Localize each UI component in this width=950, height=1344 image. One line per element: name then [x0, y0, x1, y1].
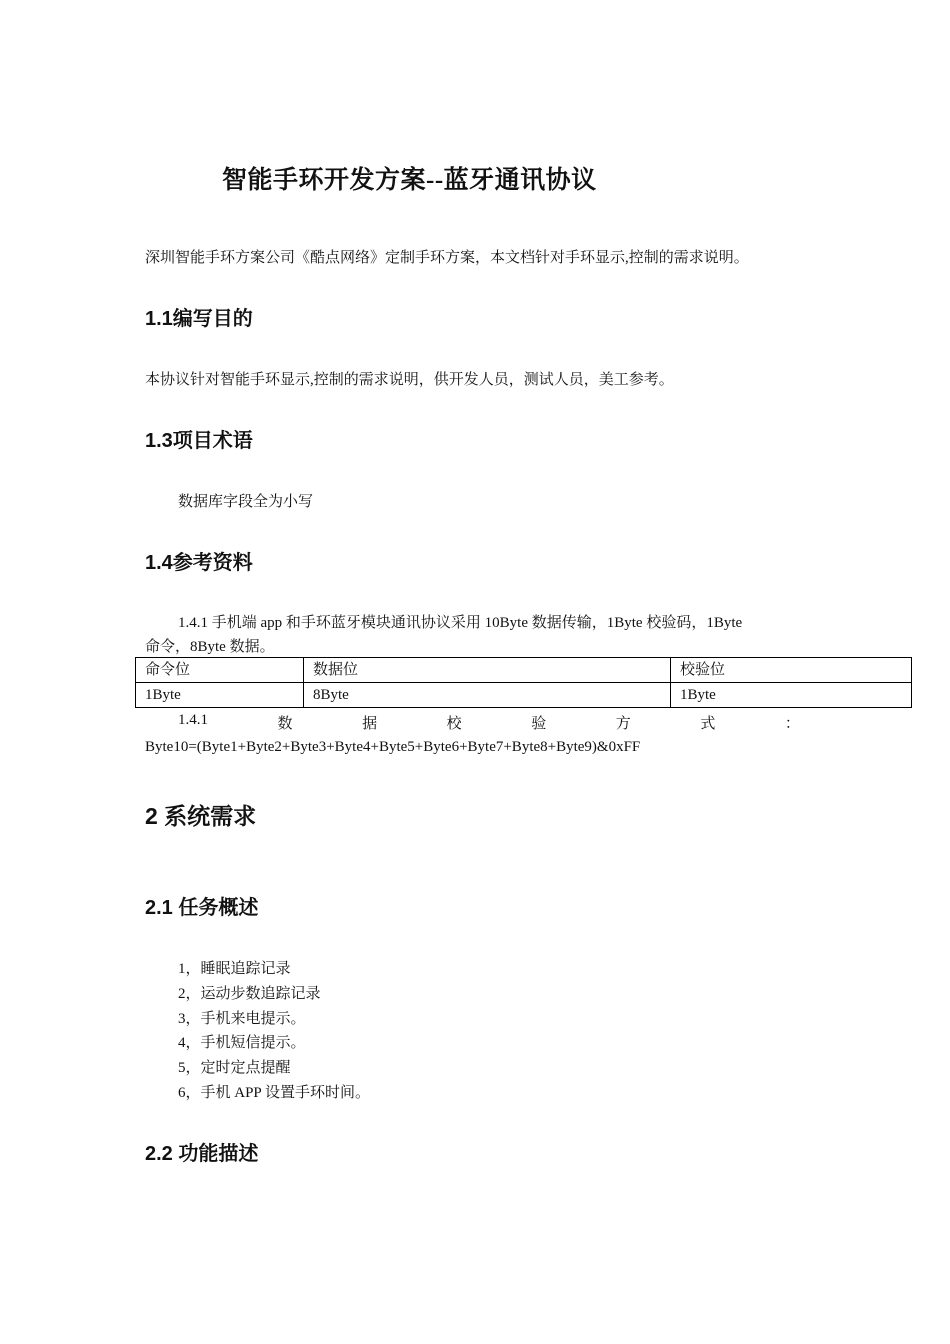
checksum-label-part: 1.4.1 [178, 712, 208, 728]
list-item: 2，运动步数追踪记录 [178, 986, 321, 1002]
table-cell: 命令位 [136, 658, 304, 683]
checksum-label-part: 验 [531, 716, 547, 732]
protocol-table [135, 657, 912, 708]
heading-1-1: 1.1编写目的 [145, 308, 253, 330]
table-row [136, 683, 912, 708]
heading-2-2: 2.2 功能描述 [145, 1143, 259, 1165]
table-cell: 校验位 [671, 658, 912, 683]
list-item: 6，手机 APP 设置手环时间。 [178, 1085, 370, 1101]
list-item: 4，手机短信提示。 [178, 1035, 306, 1051]
list-item: 3，手机来电提示。 [178, 1011, 306, 1027]
section-1-4-para-line1: 1.4.1 手机端 app 和手环蓝牙模块通讯协议采用 10Byte 数据传输，1Byte 校验码，1Byte [178, 615, 743, 631]
checksum-label-part: 据 [362, 716, 378, 732]
table-header-row [136, 658, 912, 683]
section-1-1-body: 本协议针对智能手环显示,控制的需求说明，供开发人员，测试人员，美工参考。 [145, 372, 674, 388]
section-1-4-para-line2: 命令，8Byte 数据。 [145, 639, 275, 655]
intro-paragraph: 深圳智能手环方案公司《酷点网络》定制手环方案，本文档针对手环显示,控制的需求说明。 [145, 250, 749, 266]
table-cell: 8Byte [304, 683, 671, 708]
heading-1-4: 1.4参考资料 [145, 552, 253, 574]
heading-1-3: 1.3项目术语 [145, 430, 253, 452]
table-cell: 数据位 [304, 658, 671, 683]
table-cell: 1Byte [671, 683, 912, 708]
heading-2-1: 2.1 任务概述 [145, 897, 259, 919]
heading-2: 2 系统需求 [145, 803, 257, 829]
checksum-label-part: 数 [277, 716, 293, 732]
checksum-label-part: 式 [700, 716, 716, 732]
checksum-formula: Byte10=(Byte1+Byte2+Byte3+Byte4+Byte5+Byte6+Byte7+Byte8+Byte9)&0xFF [145, 739, 641, 755]
table-cell: 1Byte [136, 683, 304, 708]
list-item: 1，睡眠追踪记录 [178, 961, 291, 977]
checksum-label-part: ： [784, 716, 800, 732]
checksum-label-part: 方 [615, 716, 631, 732]
document-title: 智能手环开发方案--蓝牙通讯协议 [222, 167, 597, 194]
checksum-label-part: 校 [446, 716, 462, 732]
section-1-3-body: 数据库字段全为小写 [178, 494, 314, 510]
list-item: 5，定时定点提醒 [178, 1060, 291, 1076]
checksum-label-line [178, 712, 800, 733]
